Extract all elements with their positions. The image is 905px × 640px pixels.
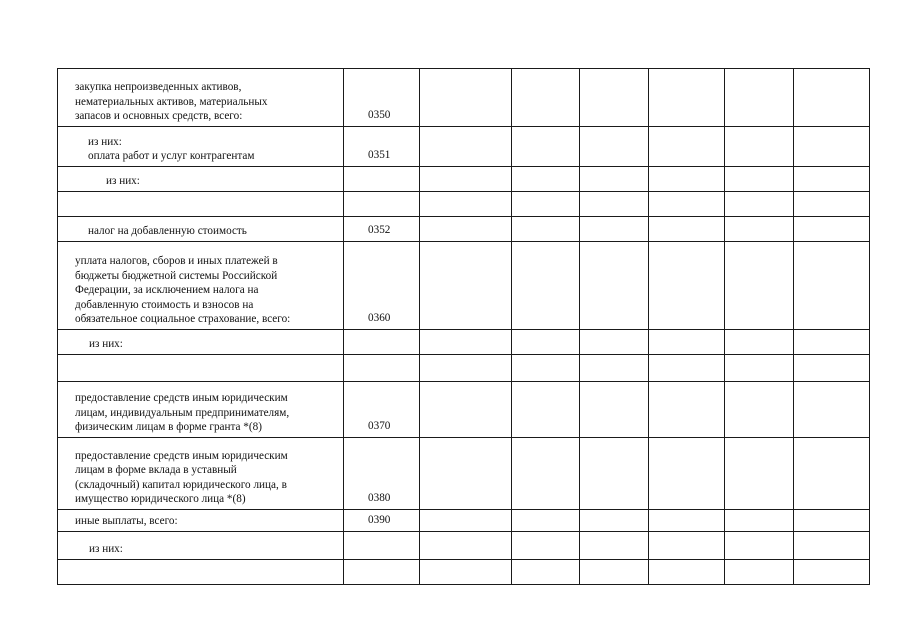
value-cell [794, 127, 870, 167]
value-cell [512, 192, 580, 217]
row-code [344, 355, 420, 382]
row-description [58, 560, 344, 585]
value-cell [725, 355, 794, 382]
row-code [344, 560, 420, 585]
value-cell [512, 330, 580, 355]
value-cell [420, 355, 512, 382]
value-cell [420, 438, 512, 510]
value-cell [420, 192, 512, 217]
value-cell [580, 69, 649, 127]
value-cell [512, 560, 580, 585]
value-cell [794, 355, 870, 382]
value-cell [580, 167, 649, 192]
table-row-0351 [58, 127, 870, 167]
row-description: предоставление средств иным юридическим лицам в форме вклада в уставный (складочный) капитал юридического лица, в имущество юридического лица *(8) [58, 438, 344, 510]
row-description: налог на добавленную стоимость [58, 217, 344, 242]
value-cell [794, 192, 870, 217]
row-description: уплата налогов, сборов и иных платежей в бюджеты бюджетной системы Российской Федерации, за исключением налога на добавленную стоимость и взносов на обязательное социальное страхование, всего: [58, 242, 344, 330]
value-cell [649, 510, 725, 532]
row-description [58, 355, 344, 382]
table-row-0352 [58, 217, 870, 242]
table-row-subitems-0360 [58, 330, 870, 355]
value-cell [725, 69, 794, 127]
table-row-subitems-0390 [58, 532, 870, 560]
row-code: 0351 [344, 127, 420, 167]
row-description: из них: [58, 532, 344, 560]
value-cell [420, 532, 512, 560]
value-cell [512, 217, 580, 242]
value-cell [725, 192, 794, 217]
value-cell [580, 217, 649, 242]
row-description: из них: [58, 330, 344, 355]
value-cell [649, 355, 725, 382]
value-cell [580, 355, 649, 382]
table-row-blank [58, 560, 870, 585]
value-cell [794, 242, 870, 330]
value-cell [580, 438, 649, 510]
value-cell [649, 382, 725, 438]
row-code: 0370 [344, 382, 420, 438]
value-cell [649, 69, 725, 127]
table-row-0380 [58, 438, 870, 510]
value-cell [512, 127, 580, 167]
value-cell [794, 167, 870, 192]
value-cell [580, 330, 649, 355]
value-cell [649, 192, 725, 217]
value-cell [794, 532, 870, 560]
value-cell [649, 438, 725, 510]
value-cell [512, 242, 580, 330]
value-cell [725, 510, 794, 532]
value-cell [580, 560, 649, 585]
table-row-blank [58, 192, 870, 217]
value-cell [512, 382, 580, 438]
table-row-subitems-0351 [58, 167, 870, 192]
row-description: из них: [58, 167, 344, 192]
value-cell [420, 510, 512, 532]
value-cell [512, 532, 580, 560]
row-description: иные выплаты, всего: [58, 510, 344, 532]
value-cell [794, 560, 870, 585]
value-cell [420, 127, 512, 167]
value-cell [649, 242, 725, 330]
value-cell [420, 69, 512, 127]
value-cell [725, 167, 794, 192]
row-code [344, 167, 420, 192]
value-cell [794, 438, 870, 510]
table-row-0370 [58, 382, 870, 438]
value-cell [580, 127, 649, 167]
row-code [344, 532, 420, 560]
value-cell [420, 330, 512, 355]
value-cell [420, 242, 512, 330]
value-cell [512, 355, 580, 382]
value-cell [725, 242, 794, 330]
value-cell [512, 69, 580, 127]
row-code [344, 192, 420, 217]
row-code: 0360 [344, 242, 420, 330]
value-cell [580, 382, 649, 438]
value-cell [794, 330, 870, 355]
table-row-0390 [58, 510, 870, 532]
row-description: предоставление средств иным юридическим лицам, индивидуальным предпринимателям, физическим лицам в форме гранта *(8) [58, 382, 344, 438]
value-cell [725, 127, 794, 167]
value-cell [420, 167, 512, 192]
value-cell [649, 167, 725, 192]
row-description [58, 192, 344, 217]
value-cell [580, 510, 649, 532]
value-cell [420, 382, 512, 438]
row-description: закупка непроизведенных активов, нематериальных активов, материальных запасов и основных средств, всего: [58, 69, 344, 127]
row-code: 0352 [344, 217, 420, 242]
value-cell [649, 127, 725, 167]
row-description: из них: оплата работ и услуг контрагентам [58, 127, 344, 167]
value-cell [794, 217, 870, 242]
value-cell [725, 217, 794, 242]
value-cell [649, 217, 725, 242]
row-code: 0350 [344, 69, 420, 127]
report-table [57, 68, 870, 585]
row-code: 0380 [344, 438, 420, 510]
value-cell [420, 217, 512, 242]
value-cell [512, 510, 580, 532]
value-cell [512, 167, 580, 192]
value-cell [794, 510, 870, 532]
value-cell [649, 532, 725, 560]
row-code: 0390 [344, 510, 420, 532]
value-cell [794, 69, 870, 127]
value-cell [580, 242, 649, 330]
row-code [344, 330, 420, 355]
table-row-0360 [58, 242, 870, 330]
value-cell [725, 330, 794, 355]
value-cell [725, 438, 794, 510]
value-cell [725, 532, 794, 560]
value-cell [420, 560, 512, 585]
value-cell [794, 382, 870, 438]
value-cell [512, 438, 580, 510]
value-cell [725, 560, 794, 585]
value-cell [580, 532, 649, 560]
table-row-blank [58, 355, 870, 382]
table-row-0350 [58, 69, 870, 127]
value-cell [580, 192, 649, 217]
value-cell [725, 382, 794, 438]
value-cell [649, 560, 725, 585]
value-cell [649, 330, 725, 355]
